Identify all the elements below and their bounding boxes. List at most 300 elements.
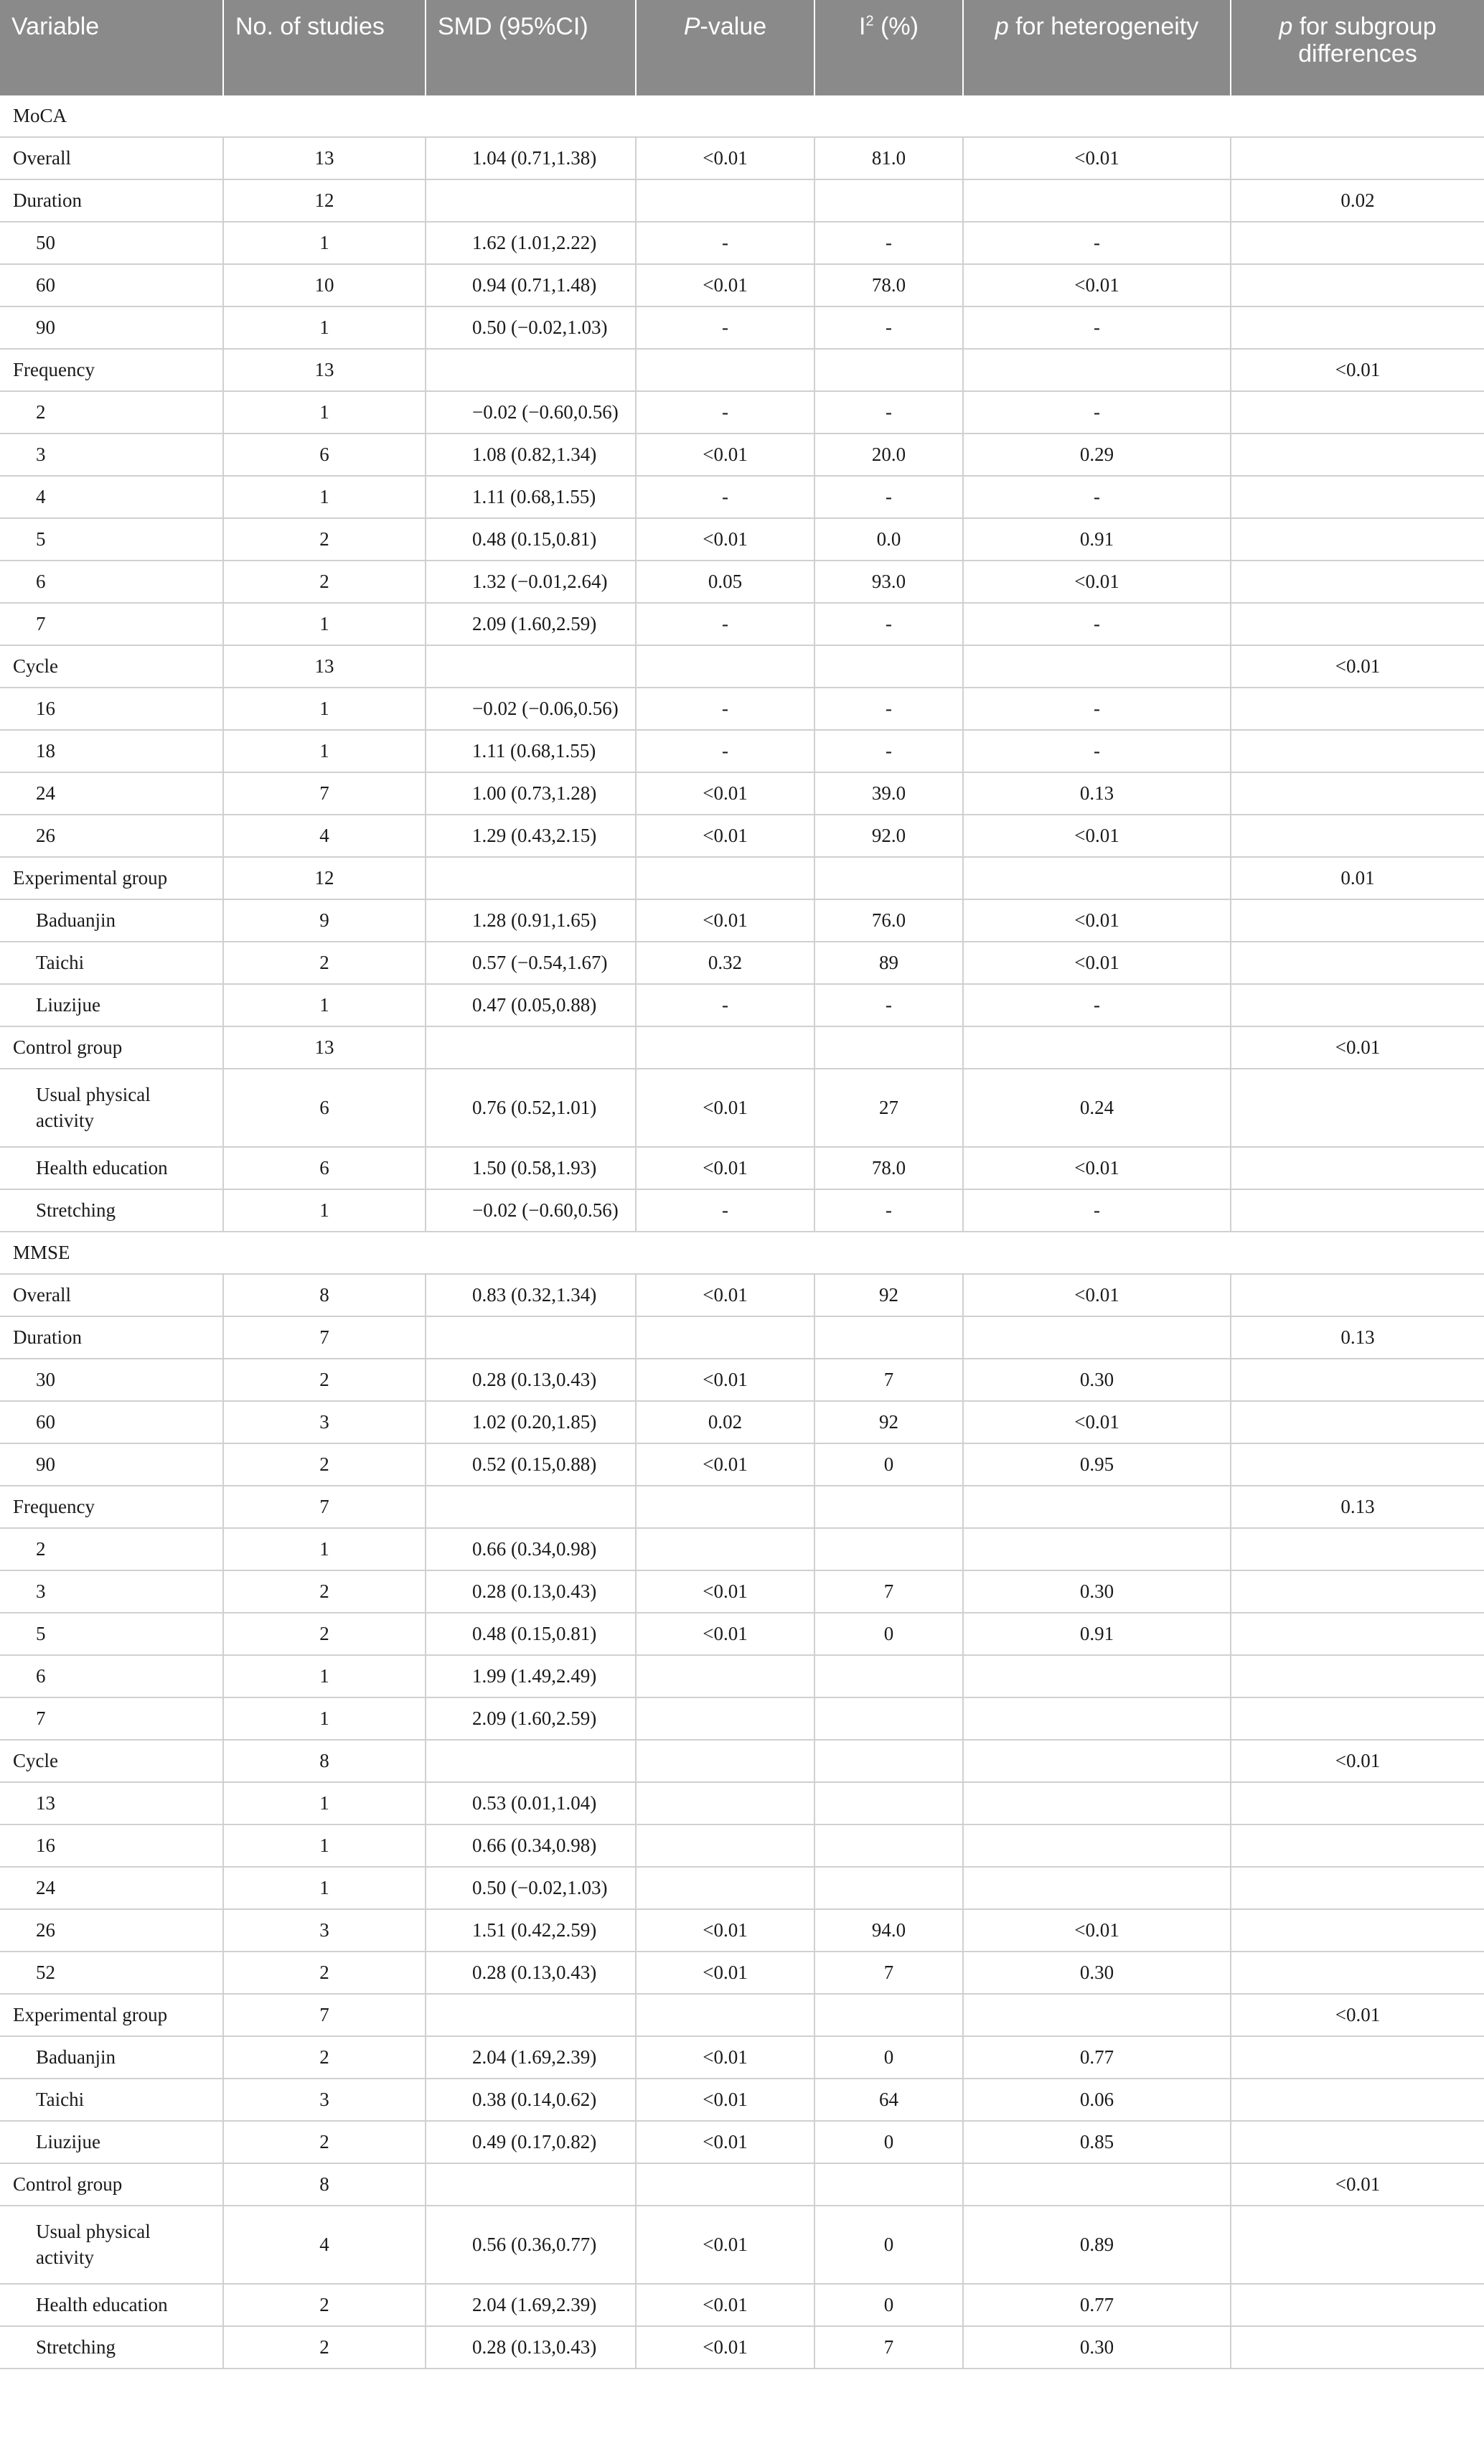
p-value-cell: -: [636, 1189, 814, 1232]
p-subgroup-cell: [1231, 730, 1484, 772]
p-subgroup-cell: [1231, 1274, 1484, 1316]
p-heterogeneity-cell: -: [963, 1189, 1231, 1232]
p-value-cell: <0.01: [636, 264, 814, 306]
variable-cell: Duration: [0, 1316, 223, 1359]
no-of-studies-cell: 1: [223, 730, 426, 772]
p-subgroup-cell: 0.02: [1231, 179, 1484, 222]
smd-cell: 0.48 (0.15,0.81): [426, 518, 636, 561]
table-row: [0, 2206, 1484, 2284]
variable-cell: 50: [0, 222, 223, 264]
p-heterogeneity-cell: [963, 1026, 1231, 1069]
p-heterogeneity-cell: [963, 645, 1231, 688]
smd-cell: [426, 349, 636, 391]
table-header: [0, 0, 1484, 95]
p-value-cell: [636, 857, 814, 899]
smd-cell: 0.66 (0.34,0.98): [426, 1528, 636, 1570]
table-row: [0, 1909, 1484, 1952]
i2-cell: 93.0: [814, 561, 963, 603]
p-subgroup-cell: <0.01: [1231, 1026, 1484, 1069]
p-value-cell: <0.01: [636, 1443, 814, 1486]
p-value-cell: <0.01: [636, 1570, 814, 1613]
table-row: [0, 1867, 1484, 1909]
variable-cell: 3: [0, 1570, 223, 1613]
header-variable: Variable: [0, 0, 223, 95]
p-value-cell: -: [636, 222, 814, 264]
no-of-studies-cell: 1: [223, 688, 426, 730]
i2-cell: [814, 2163, 963, 2206]
p-subgroup-cell: [1231, 434, 1484, 476]
i2-cell: 0: [814, 2121, 963, 2163]
p-subgroup-cell: [1231, 899, 1484, 942]
p-subgroup-cell: 0.13: [1231, 1486, 1484, 1528]
smd-cell: 2.09 (1.60,2.59): [426, 603, 636, 645]
smd-cell: 1.32 (−0.01,2.64): [426, 561, 636, 603]
table-row: [0, 857, 1484, 899]
table-row: [0, 1782, 1484, 1824]
table-row: [0, 561, 1484, 603]
p-value-cell: [636, 1026, 814, 1069]
p-heterogeneity-cell: 0.30: [963, 1359, 1231, 1401]
variable-cell: 26: [0, 815, 223, 857]
smd-cell: 1.00 (0.73,1.28): [426, 772, 636, 815]
p-value-cell: -: [636, 730, 814, 772]
header-p-subgroup-differences: p for subgroup differences: [1231, 0, 1484, 95]
no-of-studies-cell: 2: [223, 2121, 426, 2163]
i2-cell: 92.0: [814, 815, 963, 857]
i2-cell: -: [814, 306, 963, 349]
table-row: [0, 1274, 1484, 1316]
p-value-cell: <0.01: [636, 1147, 814, 1189]
smd-cell: 1.11 (0.68,1.55): [426, 730, 636, 772]
variable-cell: 2: [0, 391, 223, 434]
i2-cell: 7: [814, 1952, 963, 1994]
table-row: [0, 1443, 1484, 1486]
no-of-studies-cell: 2: [223, 1570, 426, 1613]
section-row: [0, 95, 1484, 137]
no-of-studies-cell: 12: [223, 857, 426, 899]
no-of-studies-cell: 4: [223, 815, 426, 857]
p-value-cell: [636, 645, 814, 688]
p-value-cell: <0.01: [636, 518, 814, 561]
p-subgroup-cell: [1231, 1528, 1484, 1570]
p-subgroup-cell: [1231, 1655, 1484, 1697]
p-value-cell: <0.01: [636, 1274, 814, 1316]
table-row: [0, 772, 1484, 815]
no-of-studies-cell: 13: [223, 1026, 426, 1069]
p-value-cell: [636, 1528, 814, 1570]
table-row: [0, 476, 1484, 518]
variable-cell: Usual physical activity: [0, 2206, 223, 2284]
smd-cell: 0.48 (0.15,0.81): [426, 1613, 636, 1655]
p-heterogeneity-cell: -: [963, 222, 1231, 264]
table-row: [0, 391, 1484, 434]
p-subgroup-cell: [1231, 2079, 1484, 2121]
no-of-studies-cell: 3: [223, 1401, 426, 1443]
p-value-cell: 0.02: [636, 1401, 814, 1443]
p-value-cell: -: [636, 688, 814, 730]
p-subgroup-cell: [1231, 391, 1484, 434]
i2-cell: 92: [814, 1274, 963, 1316]
smd-cell: 0.38 (0.14,0.62): [426, 2079, 636, 2121]
p-value-cell: <0.01: [636, 1069, 814, 1147]
p-value-cell: 0.32: [636, 942, 814, 984]
smd-cell: 2.04 (1.69,2.39): [426, 2284, 636, 2326]
p-heterogeneity-cell: 0.24: [963, 1069, 1231, 1147]
no-of-studies-cell: 7: [223, 772, 426, 815]
p-heterogeneity-cell: [963, 1867, 1231, 1909]
table-row: [0, 1697, 1484, 1740]
p-heterogeneity-cell: 0.91: [963, 518, 1231, 561]
table-row: [0, 1570, 1484, 1613]
i2-cell: 0: [814, 1443, 963, 1486]
p-value-cell: <0.01: [636, 137, 814, 179]
variable-cell: Liuzijue: [0, 984, 223, 1026]
p-value-cell: <0.01: [636, 2284, 814, 2326]
no-of-studies-cell: 6: [223, 434, 426, 476]
table-row: [0, 1528, 1484, 1570]
p-value-cell: <0.01: [636, 2036, 814, 2079]
p-subgroup-cell: [1231, 264, 1484, 306]
p-subgroup-cell: [1231, 222, 1484, 264]
p-heterogeneity-cell: -: [963, 603, 1231, 645]
p-subgroup-cell: [1231, 137, 1484, 179]
no-of-studies-cell: 1: [223, 1782, 426, 1824]
smd-cell: 0.50 (−0.02,1.03): [426, 306, 636, 349]
no-of-studies-cell: 2: [223, 1443, 426, 1486]
table-row: [0, 1189, 1484, 1232]
variable-cell: 13: [0, 1782, 223, 1824]
p-heterogeneity-cell: <0.01: [963, 942, 1231, 984]
p-subgroup-cell: <0.01: [1231, 1994, 1484, 2036]
i2-cell: 20.0: [814, 434, 963, 476]
no-of-studies-cell: 10: [223, 264, 426, 306]
p-subgroup-cell: [1231, 942, 1484, 984]
i2-cell: -: [814, 984, 963, 1026]
smd-cell: 0.76 (0.52,1.01): [426, 1069, 636, 1147]
variable-cell: Duration: [0, 179, 223, 222]
table-row: [0, 2284, 1484, 2326]
variable-cell: Health education: [0, 1147, 223, 1189]
p-subgroup-cell: [1231, 1697, 1484, 1740]
variable-cell: Health education: [0, 2284, 223, 2326]
p-subgroup-cell: [1231, 1909, 1484, 1952]
i2-cell: 89: [814, 942, 963, 984]
p-subgroup-cell: [1231, 984, 1484, 1026]
p-heterogeneity-cell: <0.01: [963, 561, 1231, 603]
section-row: [0, 1232, 1484, 1274]
no-of-studies-cell: 7: [223, 1316, 426, 1359]
p-heterogeneity-cell: [963, 349, 1231, 391]
smd-cell: 1.02 (0.20,1.85): [426, 1401, 636, 1443]
p-subgroup-cell: <0.01: [1231, 1740, 1484, 1782]
i2-cell: [814, 349, 963, 391]
p-heterogeneity-cell: <0.01: [963, 137, 1231, 179]
table-row: [0, 1147, 1484, 1189]
p-subgroup-cell: <0.01: [1231, 349, 1484, 391]
variable-cell: Baduanjin: [0, 2036, 223, 2079]
smd-cell: 0.57 (−0.54,1.67): [426, 942, 636, 984]
p-heterogeneity-cell: [963, 1740, 1231, 1782]
p-value-cell: [636, 1824, 814, 1867]
smd-cell: [426, 1994, 636, 2036]
table-row: [0, 2121, 1484, 2163]
i2-cell: [814, 1867, 963, 1909]
p-value-cell: <0.01: [636, 2079, 814, 2121]
smd-cell: 0.50 (−0.02,1.03): [426, 1867, 636, 1909]
p-subgroup-cell: [1231, 1570, 1484, 1613]
i2-cell: 76.0: [814, 899, 963, 942]
header-no-of-studies: No. of studies: [223, 0, 426, 95]
smd-cell: 1.29 (0.43,2.15): [426, 815, 636, 857]
smd-cell: 0.49 (0.17,0.82): [426, 2121, 636, 2163]
i2-cell: 0: [814, 1613, 963, 1655]
i2-cell: 0: [814, 2036, 963, 2079]
i2-cell: 78.0: [814, 1147, 963, 1189]
p-subgroup-cell: [1231, 1782, 1484, 1824]
no-of-studies-cell: 1: [223, 476, 426, 518]
p-subgroup-cell: [1231, 306, 1484, 349]
p-subgroup-cell: <0.01: [1231, 2163, 1484, 2206]
p-heterogeneity-cell: 0.06: [963, 2079, 1231, 2121]
no-of-studies-cell: 2: [223, 942, 426, 984]
smd-cell: [426, 645, 636, 688]
p-heterogeneity-cell: [963, 1655, 1231, 1697]
p-heterogeneity-cell: [963, 179, 1231, 222]
table-row: [0, 1359, 1484, 1401]
no-of-studies-cell: 13: [223, 645, 426, 688]
smd-cell: 1.62 (1.01,2.22): [426, 222, 636, 264]
no-of-studies-cell: 2: [223, 1359, 426, 1401]
variable-cell: Stretching: [0, 1189, 223, 1232]
p-heterogeneity-cell: <0.01: [963, 1274, 1231, 1316]
table-row: [0, 137, 1484, 179]
table-body: [0, 95, 1484, 2369]
table-row: [0, 1952, 1484, 1994]
variable-cell: 4: [0, 476, 223, 518]
p-heterogeneity-cell: 0.30: [963, 1570, 1231, 1613]
no-of-studies-cell: 1: [223, 1824, 426, 1867]
table-row: [0, 730, 1484, 772]
variable-cell: Control group: [0, 2163, 223, 2206]
p-value-cell: -: [636, 476, 814, 518]
table-row: [0, 1994, 1484, 2036]
header-i2: $I^2$ (%): [814, 0, 963, 95]
i2-cell: -: [814, 730, 963, 772]
i2-cell: [814, 1486, 963, 1528]
table-row: [0, 2326, 1484, 2369]
i2-cell: [814, 1824, 963, 1867]
i2-cell: 7: [814, 2326, 963, 2369]
no-of-studies-cell: 1: [223, 1655, 426, 1697]
header-p-value: P-value: [636, 0, 814, 95]
variable-cell: 16: [0, 688, 223, 730]
table-row: [0, 518, 1484, 561]
p-subgroup-cell: [1231, 561, 1484, 603]
i2-cell: 78.0: [814, 264, 963, 306]
p-subgroup-cell: [1231, 1443, 1484, 1486]
section-label: MoCA: [0, 95, 1484, 137]
p-heterogeneity-cell: -: [963, 984, 1231, 1026]
smd-cell: 0.28 (0.13,0.43): [426, 1359, 636, 1401]
no-of-studies-cell: 8: [223, 2163, 426, 2206]
p-subgroup-cell: 0.13: [1231, 1316, 1484, 1359]
p-value-cell: <0.01: [636, 2206, 814, 2284]
smd-cell: 2.09 (1.60,2.59): [426, 1697, 636, 1740]
p-subgroup-cell: [1231, 2284, 1484, 2326]
no-of-studies-cell: 1: [223, 391, 426, 434]
p-subgroup-cell: [1231, 1613, 1484, 1655]
smd-cell: 1.99 (1.49,2.49): [426, 1655, 636, 1697]
smd-cell: 1.04 (0.71,1.38): [426, 137, 636, 179]
table-row: [0, 349, 1484, 391]
smd-cell: −0.02 (−0.06,0.56): [426, 688, 636, 730]
variable-cell: Frequency: [0, 1486, 223, 1528]
table-row: [0, 815, 1484, 857]
variable-cell: 6: [0, 561, 223, 603]
p-heterogeneity-cell: [963, 1486, 1231, 1528]
variable-cell: 18: [0, 730, 223, 772]
table-row: [0, 1486, 1484, 1528]
smd-cell: 1.28 (0.91,1.65): [426, 899, 636, 942]
p-subgroup-cell: [1231, 1824, 1484, 1867]
p-heterogeneity-cell: -: [963, 391, 1231, 434]
smd-cell: 0.28 (0.13,0.43): [426, 2326, 636, 2369]
variable-cell: Taichi: [0, 2079, 223, 2121]
p-heterogeneity-cell: 0.30: [963, 2326, 1231, 2369]
p-heterogeneity-cell: <0.01: [963, 815, 1231, 857]
p-value-cell: <0.01: [636, 772, 814, 815]
no-of-studies-cell: 6: [223, 1147, 426, 1189]
variable-cell: Liuzijue: [0, 2121, 223, 2163]
p-heterogeneity-cell: [963, 1697, 1231, 1740]
variable-cell: 5: [0, 1613, 223, 1655]
variable-cell: 7: [0, 603, 223, 645]
no-of-studies-cell: 2: [223, 1613, 426, 1655]
smd-cell: 0.53 (0.01,1.04): [426, 1782, 636, 1824]
variable-cell: Cycle: [0, 1740, 223, 1782]
table-row: [0, 434, 1484, 476]
section-label: MMSE: [0, 1232, 1484, 1274]
variable-cell: 7: [0, 1697, 223, 1740]
smd-cell: 0.56 (0.36,0.77): [426, 2206, 636, 2284]
variable-cell: Control group: [0, 1026, 223, 1069]
i2-cell: [814, 1316, 963, 1359]
table-row: [0, 603, 1484, 645]
p-heterogeneity-cell: 0.95: [963, 1443, 1231, 1486]
no-of-studies-cell: 1: [223, 984, 426, 1026]
variable-cell: 60: [0, 1401, 223, 1443]
p-heterogeneity-cell: 0.91: [963, 1613, 1231, 1655]
p-value-cell: [636, 349, 814, 391]
p-heterogeneity-cell: [963, 1528, 1231, 1570]
no-of-studies-cell: 7: [223, 1486, 426, 1528]
i2-cell: -: [814, 476, 963, 518]
no-of-studies-cell: 7: [223, 1994, 426, 2036]
p-value-cell: <0.01: [636, 1909, 814, 1952]
no-of-studies-cell: 1: [223, 1528, 426, 1570]
table-row: [0, 645, 1484, 688]
i2-cell: -: [814, 1189, 963, 1232]
i2-cell: [814, 1655, 963, 1697]
variable-cell: 2: [0, 1528, 223, 1570]
variable-cell: Usual physical activity: [0, 1069, 223, 1147]
p-subgroup-cell: [1231, 2326, 1484, 2369]
p-subgroup-cell: [1231, 1359, 1484, 1401]
no-of-studies-cell: 1: [223, 1697, 426, 1740]
variable-cell: 5: [0, 518, 223, 561]
i2-cell: -: [814, 688, 963, 730]
smd-cell: [426, 1316, 636, 1359]
table-row: [0, 899, 1484, 942]
p-subgroup-cell: [1231, 1189, 1484, 1232]
table-row: [0, 1740, 1484, 1782]
no-of-studies-cell: 3: [223, 1909, 426, 1952]
i2-cell: 0: [814, 2206, 963, 2284]
no-of-studies-cell: 4: [223, 2206, 426, 2284]
p-heterogeneity-cell: [963, 1782, 1231, 1824]
p-subgroup-cell: [1231, 603, 1484, 645]
p-value-cell: <0.01: [636, 434, 814, 476]
i2-cell: -: [814, 222, 963, 264]
no-of-studies-cell: 9: [223, 899, 426, 942]
table-row: [0, 1401, 1484, 1443]
p-subgroup-cell: [1231, 772, 1484, 815]
p-value-cell: <0.01: [636, 899, 814, 942]
p-heterogeneity-cell: -: [963, 730, 1231, 772]
variable-cell: Frequency: [0, 349, 223, 391]
i2-cell: -: [814, 391, 963, 434]
p-value-cell: -: [636, 603, 814, 645]
smd-cell: 0.94 (0.71,1.48): [426, 264, 636, 306]
table-row: [0, 306, 1484, 349]
variable-cell: Cycle: [0, 645, 223, 688]
smd-cell: 0.66 (0.34,0.98): [426, 1824, 636, 1867]
smd-cell: [426, 1740, 636, 1782]
i2-cell: 0: [814, 2284, 963, 2326]
p-heterogeneity-cell: 0.29: [963, 434, 1231, 476]
no-of-studies-cell: 2: [223, 561, 426, 603]
no-of-studies-cell: 2: [223, 518, 426, 561]
smd-cell: 0.47 (0.05,0.88): [426, 984, 636, 1026]
p-value-cell: [636, 1697, 814, 1740]
table-row: [0, 2036, 1484, 2079]
p-heterogeneity-cell: 0.89: [963, 2206, 1231, 2284]
no-of-studies-cell: 8: [223, 1274, 426, 1316]
i2-cell: [814, 1697, 963, 1740]
i2-cell: 0.0: [814, 518, 963, 561]
table-row: [0, 264, 1484, 306]
p-value-cell: [636, 2163, 814, 2206]
smd-cell: 0.52 (0.15,0.88): [426, 1443, 636, 1486]
p-heterogeneity-cell: 0.85: [963, 2121, 1231, 2163]
p-value-cell: [636, 1486, 814, 1528]
no-of-studies-cell: 2: [223, 2326, 426, 2369]
i2-cell: 7: [814, 1570, 963, 1613]
variable-cell: 90: [0, 306, 223, 349]
i2-cell: [814, 857, 963, 899]
no-of-studies-cell: 13: [223, 349, 426, 391]
header-smd: SMD (95%CI): [426, 0, 636, 95]
p-value-cell: [636, 1655, 814, 1697]
p-value-cell: <0.01: [636, 2121, 814, 2163]
p-heterogeneity-cell: <0.01: [963, 1401, 1231, 1443]
no-of-studies-cell: 1: [223, 1867, 426, 1909]
p-value-cell: -: [636, 984, 814, 1026]
p-subgroup-cell: [1231, 476, 1484, 518]
p-heterogeneity-cell: -: [963, 306, 1231, 349]
no-of-studies-cell: 1: [223, 603, 426, 645]
variable-cell: Overall: [0, 137, 223, 179]
